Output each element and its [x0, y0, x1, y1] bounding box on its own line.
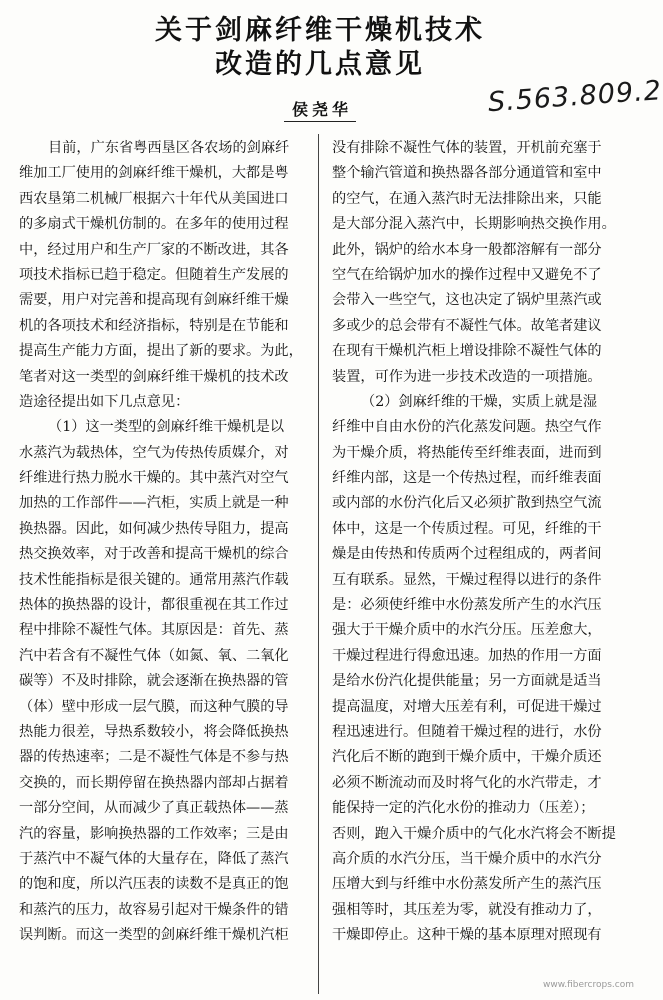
text-line: 纤维进行热力脱水干燥的。其中蒸汽对空气	[19, 470, 289, 487]
text-line: 强大于干燥介质中的水汽分压。压差愈大，	[332, 622, 602, 639]
text-line: 是：必须使纤维中水份蒸发所产生的水汽压	[332, 597, 602, 614]
text-line: 互有联系。显然，干燥过程得以进行的条件	[332, 571, 602, 588]
text-line: 必须不断流动而及时将气化的水汽带走，才	[332, 774, 602, 791]
text-line: 于蒸汽中不凝气体的大量存在，降低了蒸汽	[19, 850, 289, 867]
handwritten-catalog-code: S.563.809.2	[486, 75, 663, 119]
text-line: 是给水份汽化提供能量；另一方面就是适当	[332, 673, 602, 690]
text-line: 西农垦第二机械厂根据六十年代从美国进口	[19, 190, 289, 207]
text-line: 一部分空间，从而减少了真正载热体——蒸	[19, 800, 289, 817]
text-line: 热体的换热器的设计，都很重视在其工作过	[19, 597, 289, 614]
text-line: 或内部的水份汽化后又必须扩散到热空气流	[332, 495, 602, 512]
text-line: 为干燥介质，将热能传至纤维表面，进而到	[332, 444, 602, 461]
text-line: 在现有干燥机汽柜上增设排除不凝性气体的	[332, 343, 602, 360]
text-line: 程迅速进行。但随着干燥过程的进行，水份	[332, 723, 602, 740]
text-line: 汽中若含有不凝性气体（如氮、氧、二氧化	[19, 647, 289, 664]
text-line: 能保持一定的汽化水份的推动力（压差）；	[332, 800, 595, 817]
text-line: 提高生产能力方面，提出了新的要求。为此，	[19, 343, 303, 360]
text-line: （1）这一类型的剑麻纤维干燥机是以	[48, 419, 285, 436]
author-block	[0, 97, 640, 122]
text-line: 加热的工作部件——汽柜，实质上就是一种	[19, 495, 289, 512]
left-text-column	[19, 136, 315, 949]
text-line: 项技术指标已趋于稳定。但随着生产发展的	[19, 266, 289, 283]
text-line: （2）剑麻纤维的干燥，实质上就是湿	[361, 393, 598, 410]
text-line: 汽的容量，影响换热器的工作效率；三是由	[19, 825, 289, 842]
text-line: 汽化后不断的跑到干燥介质中，干燥介质还	[332, 749, 602, 766]
text-line: 的饱和度，所以汽压表的读数不是真正的饱	[19, 876, 289, 893]
text-line: 水蒸汽为载热体，空气为传热传质媒介，对	[19, 444, 289, 461]
text-line: 空气在给锅炉加水的操作过程中又避免不了	[332, 266, 602, 283]
text-line: 装置，可作为进一步技术改造的一项措施。	[332, 368, 602, 385]
text-line: 干燥即停止。这种干燥的基本原理对照现有	[332, 927, 602, 944]
text-line: 笔者对这一类型的剑麻纤维干燥机的技术改	[19, 368, 289, 385]
article-title-line-2: 改造的几点意见	[215, 49, 425, 80]
text-line: 纤维内部，这是一个传热过程，而纤维表面	[332, 470, 602, 487]
text-line: 和蒸汽的压力，故容易引起对干燥条件的错	[19, 901, 289, 918]
text-line: 压增大到与纤维中水份蒸发所产生的蒸汽压	[332, 876, 602, 893]
text-line: 否则，跑入干燥介质中的气化水汽将会不断提	[332, 825, 616, 842]
text-line: 程中排除不凝性气体。其原因是：首先、蒸	[19, 622, 289, 639]
text-line: 没有排除不凝性气体的装置，开机前充塞于	[332, 140, 602, 156]
column-divider	[318, 134, 319, 994]
text-line: 会带入一些空气，这也决定了锅炉里蒸汽或	[332, 292, 602, 309]
text-line: 燥是由传热和传质两个过程组成的，两者间	[332, 546, 602, 563]
text-line: 纤维中自由水份的汽化蒸发问题。热空气作	[332, 419, 602, 436]
text-line: 换热器。因此，如何减少热传导阻力，提高	[19, 520, 289, 537]
text-line: 此外，锅炉的给水本身一般都溶解有一部分	[332, 241, 602, 258]
text-line: 中，经过用户和生产厂家的不断改进，其各	[19, 241, 289, 258]
text-line: 的多扇式干燥机仿制的。在多年的使用过程	[19, 216, 289, 233]
text-line: 交换的，而长期停留在换热器内部却占据着	[19, 774, 289, 791]
text-line: 技术性能指标是很关键的。通常用蒸汽作载	[19, 571, 289, 588]
text-line: 整个输汽管道和换热器各部分通道管和室中	[332, 165, 602, 182]
text-line: 热能力很差，导热系数较小，将会降低换热	[19, 723, 289, 740]
site-watermark: www.fibercrops.com	[543, 980, 634, 990]
article-title-line-1: 关于剑麻纤维干燥机技术	[155, 15, 485, 46]
text-line: 提高温度，对增大压差有利，可促进干燥过	[332, 698, 602, 715]
text-line: （体）壁中形成一层气膜，而这种气膜的导	[19, 698, 289, 715]
text-line: 器的传热速率；二是不凝性气体是不参与热	[19, 749, 289, 766]
text-line: 机的各项技术和经济指标，特别是在节能和	[19, 317, 289, 334]
text-line: 维加工厂使用的剑麻纤维干燥机，大都是粤	[19, 165, 289, 182]
text-line: 造途径提出如下几点意见：	[19, 393, 190, 410]
text-line: 碳等）不及时排除，就会逐渐在换热器的管	[19, 673, 289, 690]
text-line: 热交换效率，对于改善和提高干燥机的综合	[19, 546, 289, 563]
text-line: 的空气，在通入蒸汽时无法排除出来，只能	[332, 190, 602, 207]
text-line: 强相等时，其压差为零，就没有推动力了，	[332, 901, 602, 918]
text-line: 需要，用户对完善和提高现有剑麻纤维干燥	[19, 292, 289, 309]
text-line: 误判断。而这一类型的剑麻纤维干燥机汽柜	[19, 927, 289, 944]
text-line: 多或少的总会带有不凝性气体。故笔者建议	[332, 317, 602, 334]
text-line: 高介质的水汽分压，当干燥介质中的水汽分	[332, 850, 602, 867]
text-line: 干燥过程进行得愈迅速。加热的作用一方面	[332, 647, 602, 664]
author-name: 侯尧华	[284, 97, 356, 122]
right-text-column	[332, 136, 628, 949]
text-line: 是大部分混入蒸汽中，长期影响热交换作用。	[332, 216, 616, 233]
text-line: 体中，这是一个传质过程。可见，纤维的干	[332, 520, 602, 537]
text-line: 目前，广东省粤西垦区各农场的剑麻纤	[48, 140, 290, 156]
